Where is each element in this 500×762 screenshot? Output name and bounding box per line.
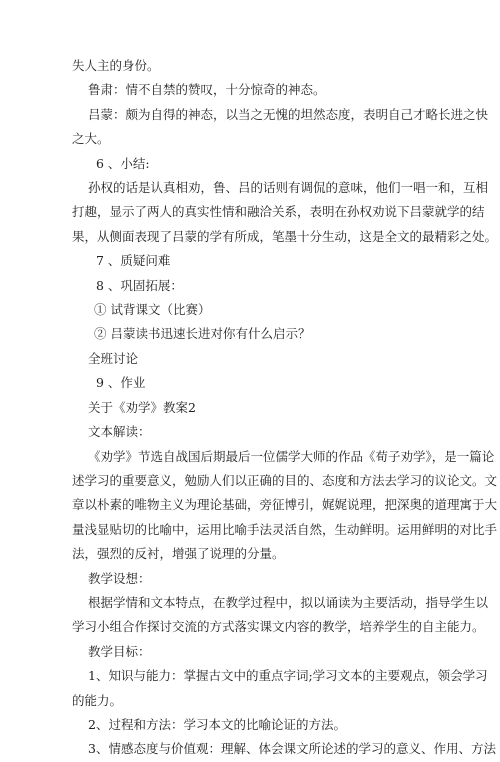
text-line: 教学目标： (88, 643, 151, 659)
text-line: ② 吕蒙读书迅速长进对你有什么启示？ (94, 326, 311, 342)
text-line: 全班讨论 (88, 350, 139, 366)
text-line: 失人主的身份。 (72, 58, 160, 73)
text-line: 果，从侧面表现了吕蒙的学有所成，笔墨十分生动，这是全文的最精彩之处。 (72, 228, 498, 244)
text-line: 之大。 (72, 131, 110, 147)
text-line: 孙权的话是认真相劝，鲁、吕的话则有调侃的意味，他们一唱一和，互相 (88, 180, 489, 196)
text-line: 的能力。 (72, 692, 123, 708)
text-line: 根据学情和文本特点，在教学过程中，拟以诵读为主要活动，指导学生以 (88, 594, 489, 610)
text-line: 文本解读： (88, 424, 151, 440)
text-line: 6 、小结: (96, 155, 150, 171)
text-line: 打趣，显示了两人的真实性情和融洽关系，表明在孙权劝说下吕蒙就学的结 (72, 204, 485, 220)
document-body (72, 54, 498, 762)
text-line: 9 、作业 (96, 375, 146, 391)
text-line: 章以朴素的唯物主义为理论基础，旁征博引，娓娓说理，把深奥的道理寓于大 (72, 497, 498, 513)
text-line: 8 、巩固拓展： (96, 277, 183, 293)
text-line: 量浅显贴切的比喻中，运用比喻手法灵活自然，生动鲜明。运用鲜明的对比手 (72, 521, 498, 537)
text-line: ① 试背课文（比赛） (94, 302, 211, 318)
text-line: 鲁肃：情不自禁的赞叹，十分惊奇的神态。 (88, 82, 326, 98)
text-line: 法，强烈的反衬，增强了说理的分量。 (72, 546, 285, 562)
text-line: 述学习的重要意义，勉励人们以正确的目的、态度和方法去学习的议论文。文 (72, 472, 498, 488)
text-line: 吕蒙：颇为自得的神态，以当之无愧的坦然态度，表明自己才略长进之快 (88, 106, 489, 122)
text-line: 2、过程和方法：学习本文的比喻论证的方法。 (88, 716, 346, 732)
text-line: 学习小组合作探讨交流的方式落实课文内容的教学，培养学生的自主能力。 (72, 619, 485, 635)
text-line: 教学设想： (88, 570, 151, 586)
text-line: 7 、质疑问难 (96, 253, 171, 269)
text-line: 关于《劝学》教案2 (88, 399, 196, 415)
text-line: 《劝学》节选自战国后期最后一位儒学大师的作品《荀子劝学》，是一篇论 (88, 448, 495, 464)
text-line: 1、知识与能力：掌握古文中的重点字词;学习文本的主要观点，领会学习 (88, 668, 488, 684)
text-line: 3、情感态度与价值观：理解、体会课文所论述的学习的意义、作用、方法 (88, 741, 496, 757)
